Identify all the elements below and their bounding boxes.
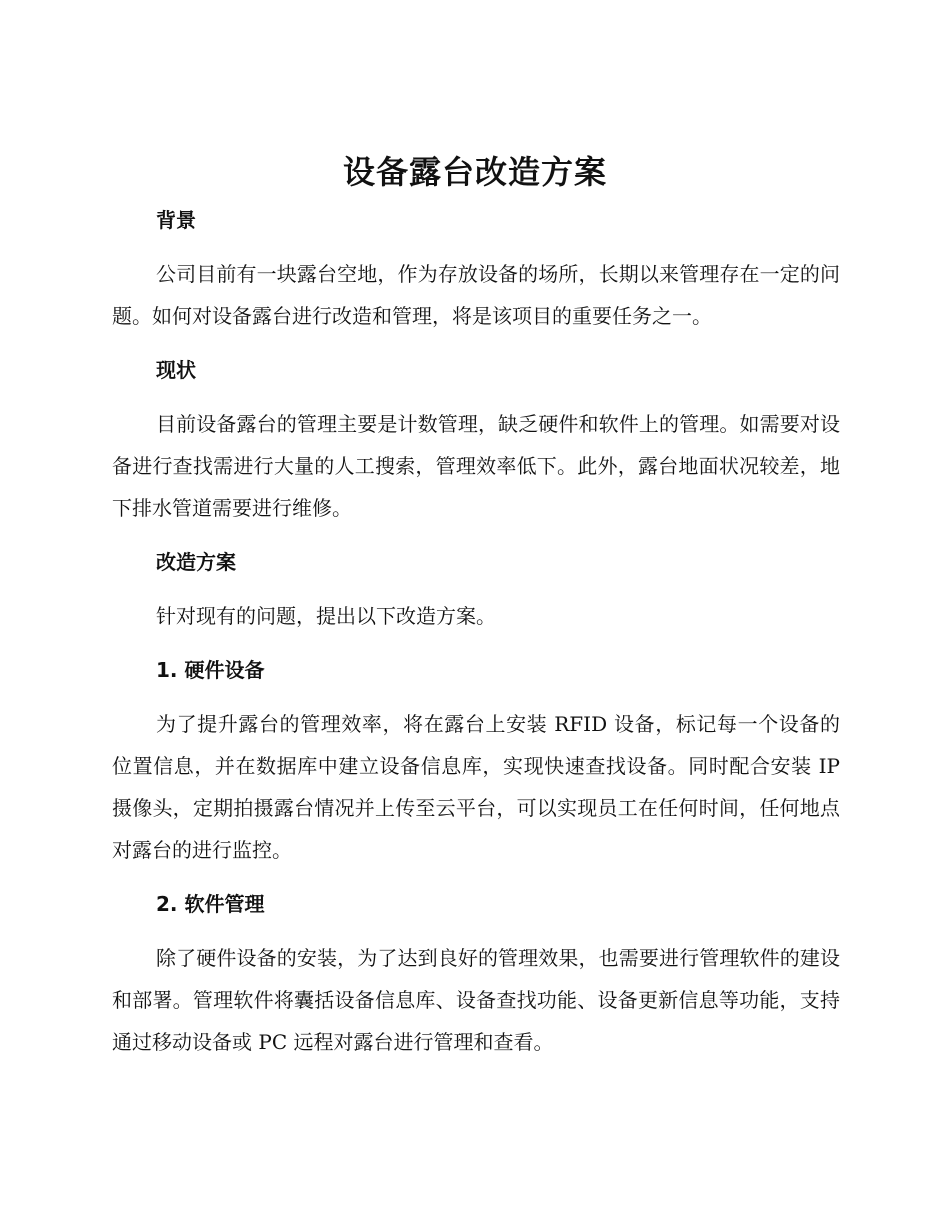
document-body [112, 199, 840, 1075]
section-paragraph: 为了提升露台的管理效率，将在露台上安装 RFID 设备，标记每一个设备的位置信息，并在数据库中建立设备信息库，实现快速查找设备。同时配合安装 IP 摄像头，定期拍摄露台情况并上传至云平台，可以实现员工在任何时间，任何地点对露台的进行监控。 [112, 712, 840, 862]
document-title: 设备露台改造方案 [342, 153, 607, 191]
section-paragraph: 公司目前有一块露台空地，作为存放设备的场所，长期以来管理存在一定的问题。如何对设备露台进行改造和管理，将是该项目的重要任务之一。 [112, 262, 840, 328]
section-heading: 1. 硬件设备 [156, 658, 265, 682]
section-heading: 改造方案 [156, 550, 236, 574]
section-heading: 背景 [156, 208, 196, 232]
section-heading: 2. 软件管理 [156, 892, 265, 916]
section-software [112, 883, 840, 1063]
section-current-status [112, 349, 840, 529]
section-paragraph: 目前设备露台的管理主要是计数管理，缺乏硬件和软件上的管理。如需要对设备进行查找需进行大量的人工搜索，管理效率低下。此外，露台地面状况较差，地下排水管道需要进行维修。 [112, 412, 840, 520]
section-heading: 现状 [156, 358, 196, 382]
section-renovation-plan [112, 541, 840, 637]
section-background [112, 199, 840, 337]
section-paragraph: 针对现有的问题，提出以下改造方案。 [156, 604, 496, 628]
section-paragraph: 除了硬件设备的安装，为了达到良好的管理效果，也需要进行管理软件的建设和部署。管理软件将囊括设备信息库、设备查找功能、设备更新信息等功能，支持通过移动设备或 PC 远程对露台进行管理和查看。 [112, 946, 840, 1054]
section-hardware [112, 649, 840, 871]
